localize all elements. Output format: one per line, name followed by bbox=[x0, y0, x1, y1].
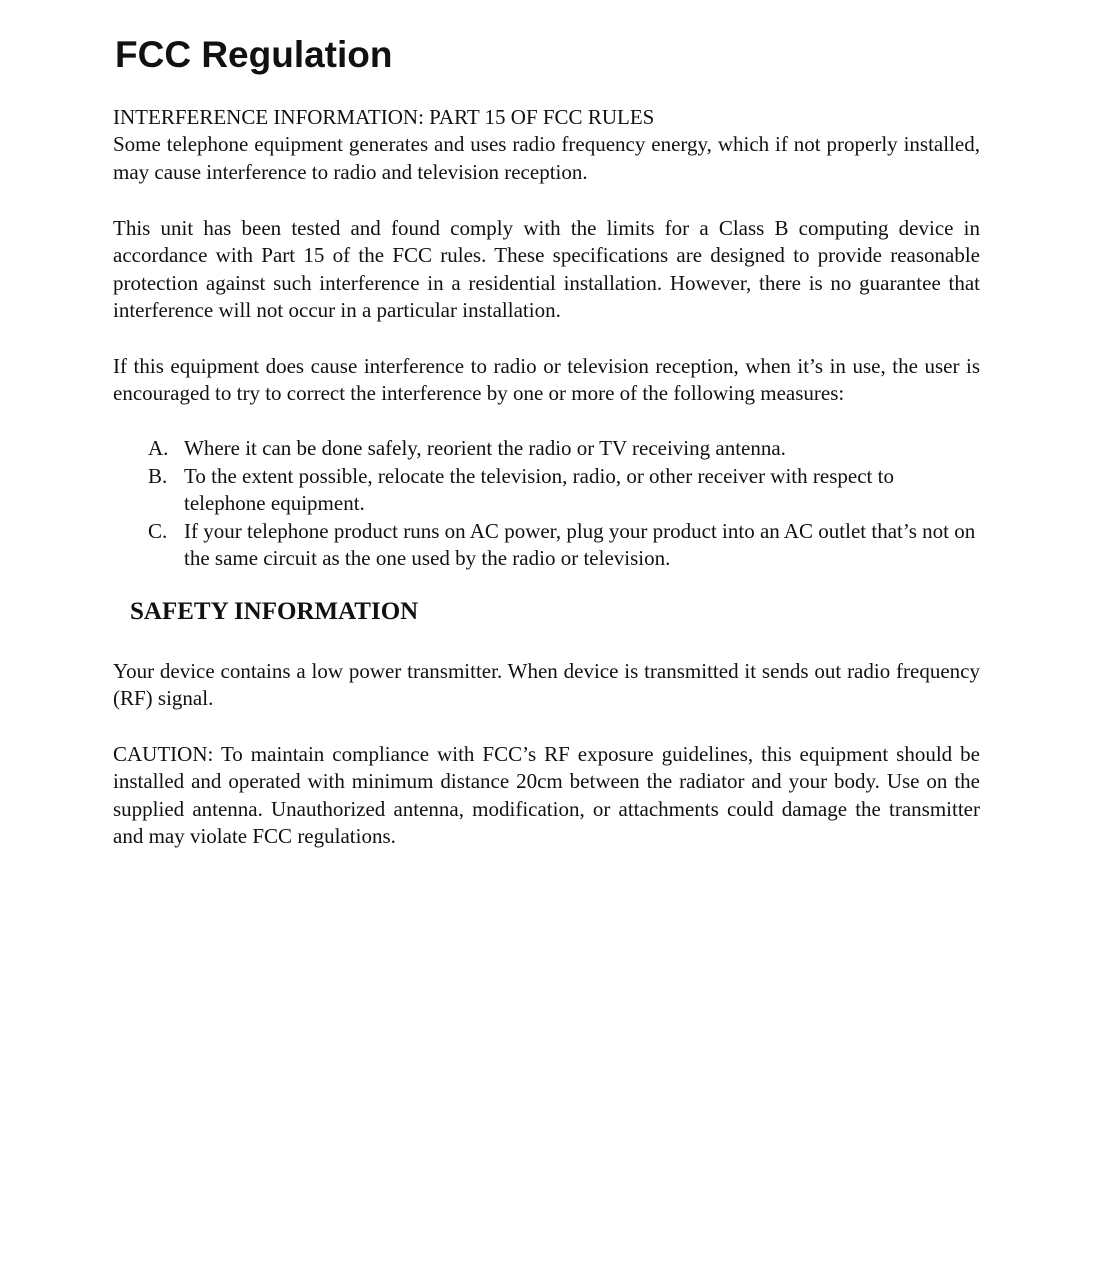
measure-text: To the extent possible, relocate the television, radio, or other receiver with respect to telephone equipment. bbox=[184, 464, 894, 515]
list-marker: A. bbox=[148, 436, 169, 460]
measure-text: Where it can be done safely, reorient the radio or TV receiving antenna. bbox=[184, 436, 786, 460]
interference-heading: INTERFERENCE INFORMATION: PART 15 OF FCC RULES bbox=[113, 105, 655, 129]
interference-paragraph-3: If this equipment does cause interference to radio or television reception, when it’s in use, the user is encouraged to try to correct the interference by one or more of the following measures: bbox=[113, 354, 980, 406]
page-title: FCC Regulation bbox=[115, 34, 393, 75]
interference-paragraph-2: This unit has been tested and found comply with the limits for a Class B computing device in accordance with Part 15 of the FCC rules. These specifications are designed to provide reasonable protection against such interference in a residential installation. However, there is no guarantee that interference will not occur in a particular installation. bbox=[113, 216, 980, 323]
measures-list bbox=[148, 435, 980, 573]
safety-heading: SAFETY INFORMATION bbox=[130, 598, 419, 625]
interference-paragraph-1: Some telephone equipment generates and uses radio frequency energy, which if not properly installed, may cause interference to radio and television reception. bbox=[113, 132, 980, 184]
list-marker: C. bbox=[148, 519, 168, 543]
measure-text: If your telephone product runs on AC power, plug your product into an AC outlet that’s not on the same circuit as the one used by the radio or television. bbox=[184, 519, 976, 570]
measure-item bbox=[148, 518, 980, 572]
measure-item bbox=[148, 435, 980, 462]
interference-section bbox=[113, 104, 980, 186]
measure-item bbox=[148, 463, 980, 517]
list-marker: B. bbox=[148, 464, 168, 488]
safety-caution-paragraph: CAUTION: To maintain compliance with FCC’s RF exposure guidelines, this equipment should be installed and operated with minimum distance 20cm between the radiator and your body. Use on the supplied antenna. Unauthorized antenna, modification, or attachments could damage the transmitter and may violate FCC regulations. bbox=[113, 742, 980, 849]
safety-paragraph-1: Your device contains a low power transmitter. When device is transmitted it sends out radio frequency (RF) signal. bbox=[113, 659, 980, 711]
